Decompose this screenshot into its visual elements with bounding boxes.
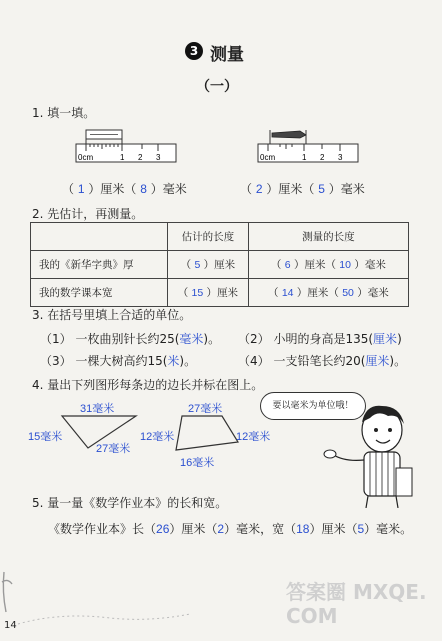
measured-value-2: 10 (339, 259, 351, 271)
q1a-value-2: 8 (140, 182, 147, 196)
q1b-value-2: 5 (318, 182, 325, 196)
measured-value-1: 14 (281, 287, 294, 299)
q5-text-1: ）厘米（ (169, 522, 218, 536)
estimate-value: 15 (191, 287, 204, 299)
q3-item-1-answer: 毫米 (179, 332, 204, 346)
q3-item-1-end: )。 (203, 332, 221, 346)
section-subtitle: （一） (196, 79, 238, 95)
measured-value-2: 50 (342, 287, 354, 299)
q5-text-start: 《数学作业本》长（ (48, 522, 157, 536)
measured-value-1: 6 (284, 259, 291, 271)
chapter-title: 测量 (210, 45, 244, 65)
q3-item-3-answer: 米 (167, 354, 180, 368)
corner-decoration (0, 562, 200, 632)
row-label: 我的数学课本宽 (31, 279, 168, 307)
triangle-label-bottom: 27毫米 (96, 443, 131, 455)
q3-item-4-end: )。 (389, 354, 407, 368)
pencil-icon (272, 131, 306, 138)
ruler-b-label-1: 1 (302, 153, 307, 162)
q1b-unit-2: 毫米 (340, 182, 365, 196)
q3-item-4 (238, 352, 406, 369)
table-row (31, 251, 409, 279)
q3-item-1 (40, 330, 220, 347)
q2-heading (32, 205, 143, 222)
q2-prompt: 先估计，再测量。 (47, 207, 144, 221)
q5-length-cm: 26 (156, 522, 170, 536)
q1b-value-1: 2 (255, 182, 263, 196)
measured-unit-1: 厘米 (304, 259, 326, 271)
chapter-number: 3 (189, 44, 199, 58)
measured-cell: （ 14 ）厘米（ 50 ）毫米 (248, 279, 408, 307)
q3-item-2-end: ) (397, 332, 402, 346)
quadrilateral-shape (172, 412, 242, 454)
estimate-table (30, 222, 409, 307)
q3-item-3-text: （3） 一棵大树高约15( (40, 354, 168, 368)
ruler-b-label-2: 2 (320, 153, 325, 162)
row-label: 我的《新华字典》厚 (31, 251, 168, 279)
measured-unit-2: 毫米 (364, 259, 386, 271)
q3-item-3-end: )。 (179, 354, 197, 368)
q3-item-2-text: （2） 小明的身高是135( (238, 332, 374, 346)
page-number: 14 (4, 620, 17, 631)
q1a-value-1: 1 (77, 182, 85, 196)
q3-item-3 (40, 352, 196, 369)
q1-number: 1. (32, 106, 44, 120)
estimate-cell: （ 15 ）厘米 (168, 279, 249, 307)
ruler-b-label-3: 3 (338, 153, 343, 162)
q1b-unit-1: 厘米 (278, 182, 303, 196)
estimate-unit: 厘米 (214, 259, 236, 271)
quad-label-top: 27毫米 (188, 403, 223, 415)
q3-item-2-answer: 厘米 (373, 332, 398, 346)
q3-item-4-text: （4） 一支铅笔长约20( (238, 354, 366, 368)
q3-item-1-text: （1） 一枚曲别针长约25( (40, 332, 180, 346)
estimate-value: 5 (194, 259, 201, 271)
q5-length-mm: 2 (217, 522, 225, 536)
measured-cell: （ 6 ）厘米（ 10 ）毫米 (248, 251, 408, 279)
ruler-a-label-0: 0cm (78, 153, 94, 162)
q1a-unit-2: 毫米 (162, 182, 187, 196)
ruler-a-label-2: 2 (138, 153, 143, 162)
ruler-a-label-3: 3 (156, 153, 161, 162)
q1-answer-b: （ 2 ）厘米（ 5 ）毫米 (240, 182, 365, 196)
speech-bubble-text: 要以毫米为单位哦！ (272, 401, 354, 411)
q3-item-2 (238, 330, 402, 347)
q5-width-cm: 18 (296, 522, 310, 536)
q1-answer-a: （ 1 ）厘米（ 8 ）毫米 (62, 182, 187, 196)
q5-number: 5. (32, 496, 44, 510)
q4-prompt: 量出下列图形每条边的边长并标在图上。 (47, 378, 264, 392)
quad-label-right: 12毫米 (236, 431, 271, 443)
ruler-b-label-0: 0cm (260, 153, 276, 162)
table-header-estimate: 估计的长度 (168, 223, 249, 251)
q1a-unit-1: 厘米 (100, 182, 125, 196)
q5-width-mm: 5 (357, 522, 365, 536)
chapter-badge (185, 42, 203, 60)
q1-prompt: 填一填。 (47, 106, 96, 120)
boy-illustration (318, 400, 414, 508)
table-header-measured: 测量的长度 (248, 223, 408, 251)
table-header-row (31, 223, 409, 251)
estimate-unit: 厘米 (217, 287, 239, 299)
q5-answer-line (48, 520, 412, 537)
q2-number: 2. (32, 207, 44, 221)
q5-text-4: ）毫米。 (364, 522, 413, 536)
q5-prompt: 量一量《数学作业本》的长和宽。 (47, 496, 228, 510)
ruler-b (256, 128, 362, 170)
triangle-label-left: 15毫米 (28, 431, 63, 443)
q3-heading (32, 306, 191, 323)
q3-prompt: 在括号里填上合适的单位。 (47, 308, 192, 322)
q4-heading (32, 376, 263, 393)
q5-text-2: ）毫米，宽（ (224, 522, 297, 536)
measured-unit-1: 厘米 (307, 287, 329, 299)
triangle-label-right: 12毫米 (140, 431, 175, 443)
ruler-a-label-1: 1 (120, 153, 125, 162)
ruler-a (74, 128, 180, 170)
measured-unit-2: 毫米 (367, 287, 389, 299)
triangle-label-top: 31毫米 (80, 403, 115, 415)
q3-number: 3. (32, 308, 44, 322)
q3-item-4-answer: 厘米 (365, 354, 390, 368)
q1-heading (32, 104, 95, 121)
table-row (31, 279, 409, 307)
quad-label-bottom: 16毫米 (180, 457, 215, 469)
watermark-logo: 答案圈 MXQE.COM (286, 580, 427, 628)
q5-text-3: ）厘米（ (309, 522, 358, 536)
q4-number: 4. (32, 378, 44, 392)
estimate-cell: （ 5 ）厘米 (168, 251, 249, 279)
table-header-blank (31, 223, 168, 251)
q5-heading (32, 494, 227, 511)
